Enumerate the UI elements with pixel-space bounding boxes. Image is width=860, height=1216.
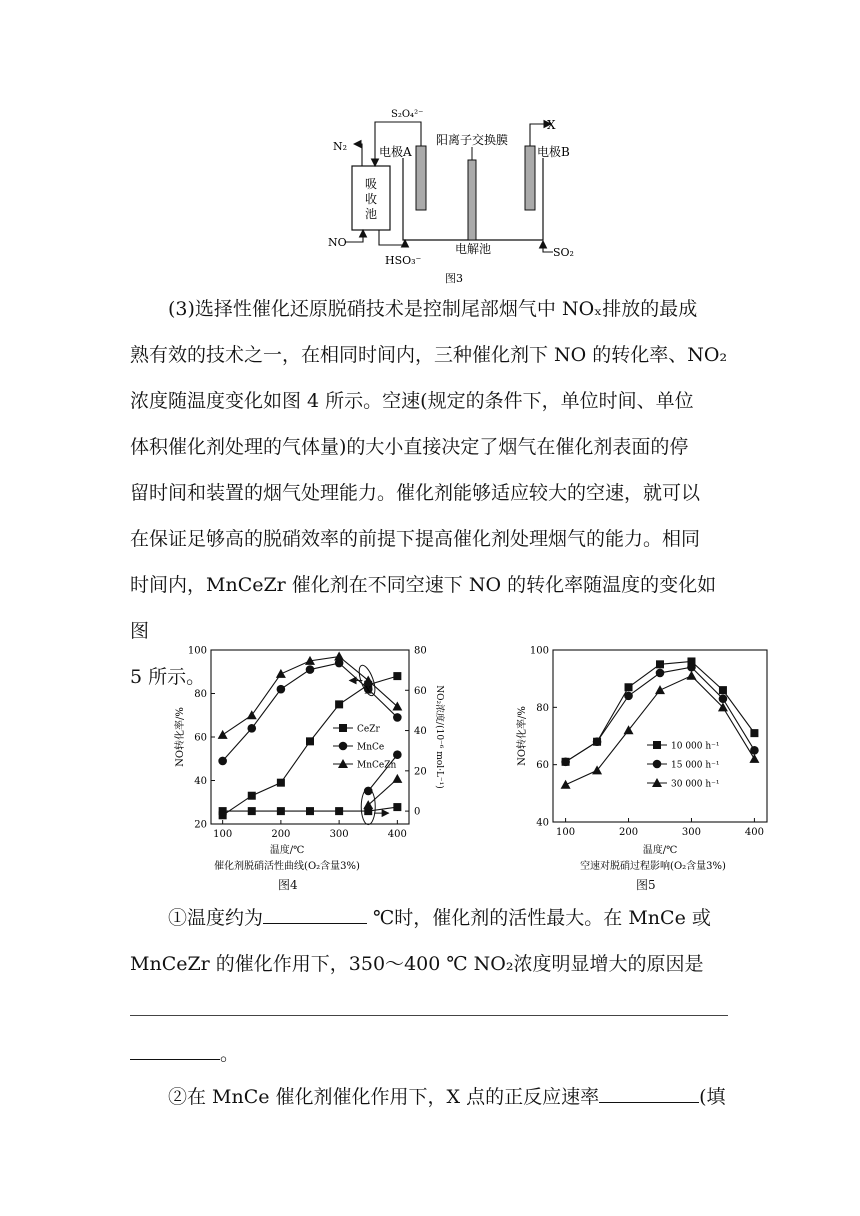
figure-4-label: 图4 (278, 878, 298, 892)
para-line: 体积催化剂处理的气体量)的大小直接决定了烟气在催化剂表面的停 (130, 436, 689, 458)
data-point (335, 807, 343, 815)
y2-tick-label: 40 (414, 726, 427, 738)
plot-frame (211, 650, 409, 824)
n2-label: N₂ (333, 140, 348, 153)
data-point (277, 685, 286, 694)
x-out-label: X (547, 118, 556, 132)
y-tick-label: 40 (194, 776, 207, 787)
y-tick-label: 20 (194, 819, 207, 831)
x-tick-label: 100 (213, 829, 233, 840)
question-1 (130, 895, 730, 987)
data-point (247, 710, 257, 719)
y-tick-label: 80 (536, 702, 549, 714)
membrane (468, 160, 476, 240)
so2-label: SO₂ (553, 246, 574, 259)
y-tick-label: 60 (536, 760, 549, 772)
s2o4-label: S₂O₄²⁻ (391, 109, 424, 120)
legend-marker (653, 760, 662, 769)
legend-label: 30 000 h⁻¹ (671, 779, 720, 790)
data-point (306, 807, 314, 815)
q1-line-3 (130, 1031, 730, 1077)
y-axis-label: NO转化率/% (517, 706, 528, 766)
x-tick-label: 400 (744, 827, 764, 838)
data-point (277, 779, 285, 787)
electrode-b-label: 电极B (537, 145, 570, 159)
legend-marker (653, 741, 661, 749)
legend-label: 15 000 h⁻¹ (671, 760, 720, 771)
q2-text-a: ②在 MnCe 催化剂催化作用下，X 点的正反应速率 (168, 1086, 600, 1108)
q1-end: 。 (220, 1043, 240, 1065)
question-2 (130, 1074, 730, 1120)
membrane-label: 阳离子交换膜 (436, 133, 509, 147)
para-line: (3)选择性催化还原脱硝技术是控制尾部烟气中 NOₓ排放的最成 (168, 298, 698, 320)
fig4-caption: 催化剂脱硝活性曲线(O₂含量3%) (214, 861, 360, 872)
data-point (393, 672, 401, 680)
x-tick-label: 100 (556, 827, 576, 838)
data-point (218, 757, 227, 766)
figure-5-label: 图5 (636, 878, 656, 892)
data-point (655, 685, 665, 694)
fig5-caption: 空速对脱硝过程影响(O₂含量3%) (580, 861, 726, 872)
x-tick-label: 300 (329, 829, 349, 840)
answer-line-long[interactable] (130, 1015, 728, 1016)
y2-tick-label: 60 (414, 685, 427, 697)
data-point (593, 737, 602, 746)
data-point (248, 807, 256, 815)
legend-label: MnCe (357, 742, 385, 753)
q1-text-a: ①温度约为 (168, 907, 264, 929)
figure-3-electrolysis-diagram (315, 100, 585, 290)
q2-line-1 (130, 1074, 730, 1120)
electrode-b (525, 146, 535, 210)
legend-label: MnCeZn (357, 760, 397, 771)
data-point (624, 692, 633, 701)
para-line: 浓度随温度变化如图 4 所示。空速(规定的条件下，单位时间、单位 (130, 390, 694, 412)
y2-tick-label: 80 (414, 645, 427, 657)
y-tick-label: 100 (187, 645, 207, 657)
answer-blank-2[interactable] (130, 1038, 220, 1060)
data-point (749, 754, 759, 763)
data-point (719, 694, 728, 703)
electrode-a-label: 电极A (379, 145, 412, 159)
figure-3-caption: 图3 (445, 272, 463, 285)
x-tick-label: 300 (681, 827, 702, 838)
data-point (393, 713, 402, 722)
absorber-char-3: 池 (364, 207, 378, 221)
q1-text-b: ℃时，催化剂的活性最大。在 MnCe 或 (367, 907, 711, 929)
data-point (625, 683, 633, 691)
x-tick-label: 200 (618, 827, 639, 838)
legend-marker (339, 742, 348, 751)
data-point (750, 729, 758, 737)
n2-line (354, 144, 362, 166)
data-point (335, 700, 343, 708)
data-point (687, 663, 696, 672)
y-tick-label: 100 (529, 645, 549, 657)
y2-tick-label: 20 (414, 766, 427, 778)
data-point (219, 807, 227, 815)
para-line: 留时间和装置的烟气处理能力。催化剂能够适应较大的空速，就可以 (130, 482, 701, 504)
y2-tick-label: 0 (414, 806, 421, 818)
y-tick-label: 60 (194, 732, 207, 744)
data-point (306, 737, 314, 745)
q1-line-1 (130, 895, 730, 941)
para-line: 时间内，MnCeZr 催化剂在不同空速下 NO 的转化率随温度的变化如图 (130, 574, 717, 642)
no-in-line (345, 230, 363, 242)
cell-label: 电解池 (455, 242, 492, 256)
question-1-end (130, 1031, 730, 1077)
data-point (247, 724, 256, 733)
data-point (248, 792, 256, 800)
data-point (393, 803, 401, 811)
electrode-a (416, 146, 426, 210)
absorber-char-2: 收 (364, 192, 378, 206)
q2-text-b: (填 (699, 1086, 726, 1108)
point-x-label: X (364, 685, 372, 697)
y-axis-label: NO转化率/% (175, 707, 186, 767)
hso3-line (379, 230, 405, 245)
fig5-xlabel: 温度/℃ (642, 845, 678, 856)
data-point (686, 671, 696, 680)
data-point (277, 807, 285, 815)
so2-in-line (543, 241, 553, 252)
legend-label: CeZr (357, 724, 380, 735)
q1-line-2: MnCeZr 的催化作用下，350～400 ℃ NO₂浓度明显增大的原因是 (130, 953, 704, 975)
figure-5-chart (515, 638, 775, 872)
data-point (719, 686, 727, 694)
para-line: 熟有效的技术之一，在相同时间内，三种催化剂下 NO 的转化率、NO₂ (130, 344, 728, 366)
y-tick-label: 40 (536, 817, 549, 829)
data-point (392, 774, 402, 783)
legend-label: 10 000 h⁻¹ (671, 741, 720, 752)
data-point (561, 758, 570, 767)
data-point (656, 660, 664, 668)
no-label: NO (328, 236, 347, 249)
data-point (306, 665, 315, 674)
s2o4-line (375, 122, 421, 166)
data-point (276, 669, 286, 678)
x-tick-label: 400 (387, 829, 407, 840)
y2-axis-label: NO₂浓度/(10⁻⁶ mol·L⁻¹) (434, 685, 444, 789)
hso3-label: HSO₃⁻ (385, 254, 422, 267)
answer-blank-1[interactable] (263, 902, 367, 924)
para-line: 5 所示。 (130, 666, 206, 688)
para-line: 在保证足够高的脱硝效率的前提下提高催化剂处理烟气的能力。相同 (130, 528, 701, 550)
absorber-char-1: 吸 (364, 177, 378, 191)
answer-blank-3[interactable] (599, 1081, 699, 1103)
x-tick-label: 200 (271, 829, 291, 840)
data-point (656, 669, 665, 678)
data-point (218, 730, 228, 739)
fig4-xlabel: 温度/℃ (269, 845, 305, 856)
y-tick-label: 80 (194, 689, 207, 700)
figure-4-chart (175, 638, 445, 872)
data-point (561, 780, 571, 789)
data-point (393, 750, 402, 759)
legend-marker (339, 724, 347, 732)
data-point (334, 652, 344, 661)
